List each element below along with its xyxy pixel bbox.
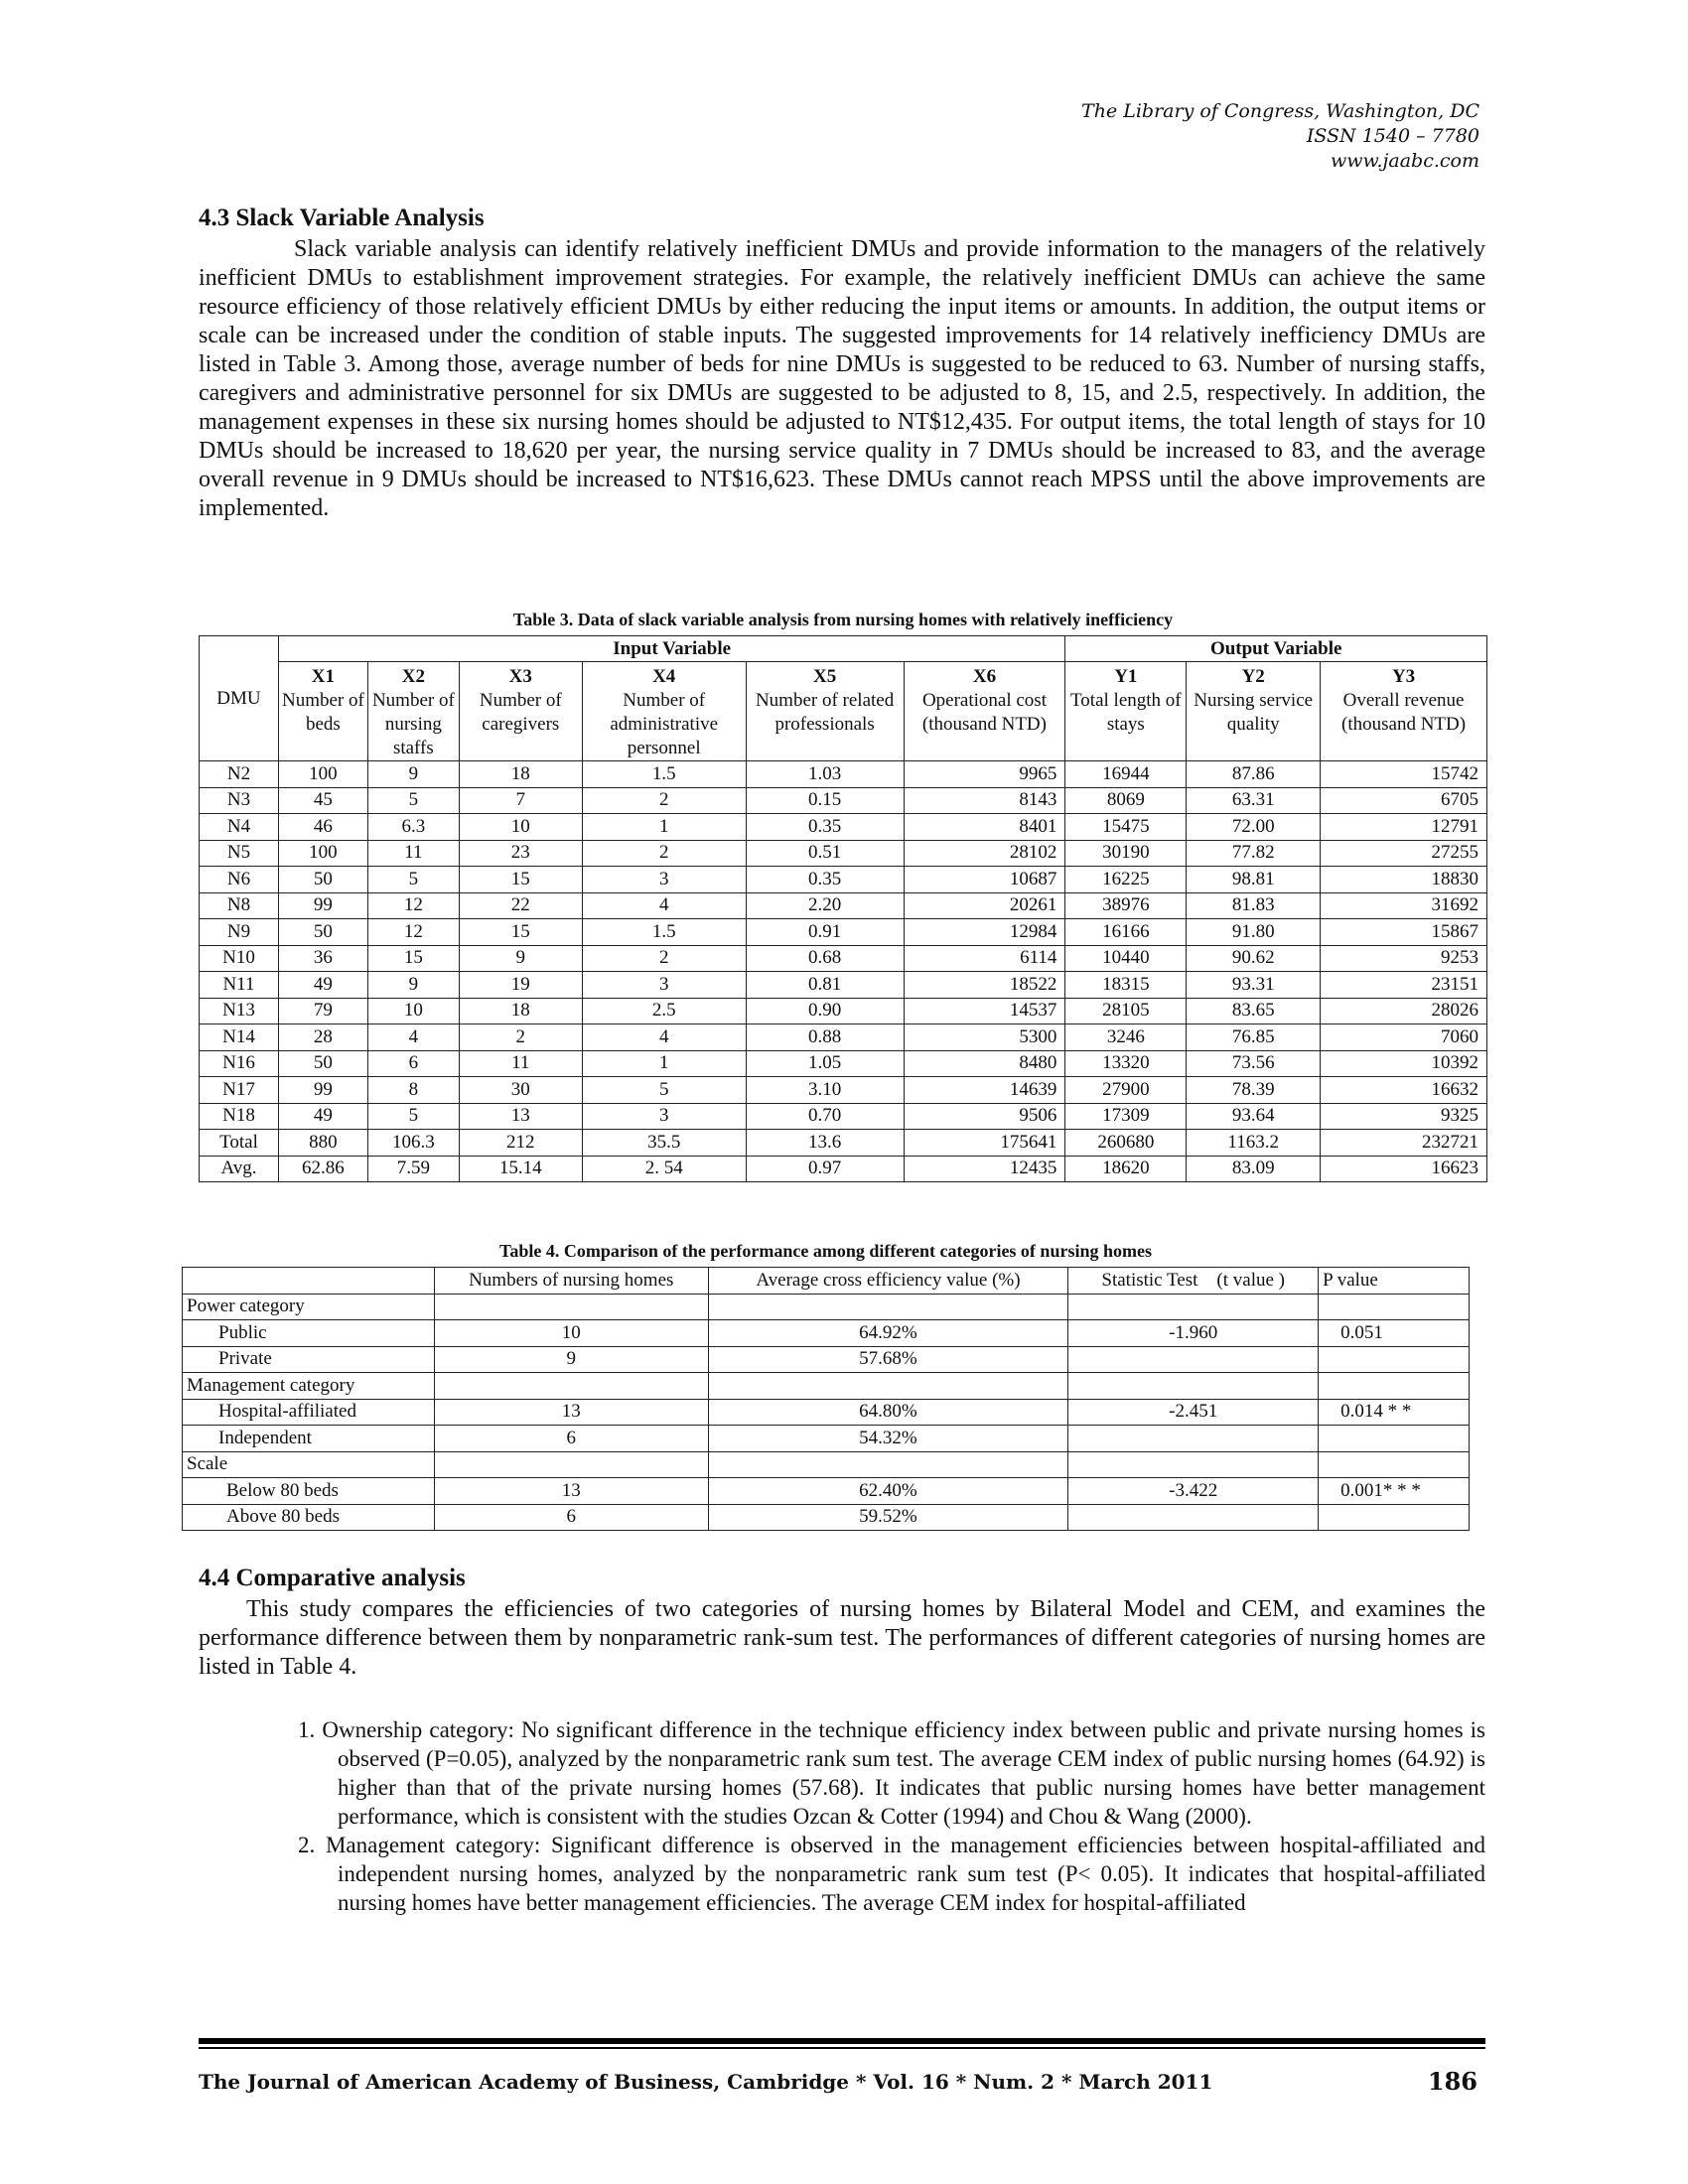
value-cell: 7 bbox=[459, 787, 582, 814]
table-4-header-cell bbox=[183, 1268, 435, 1295]
value-cell: 19 bbox=[459, 972, 582, 999]
value-cell: 15742 bbox=[1321, 761, 1487, 788]
table-3 bbox=[199, 635, 1487, 1182]
column-code: Y1 bbox=[1114, 666, 1138, 687]
table-4-header-cell: Average cross efficiency value (%) bbox=[708, 1268, 1068, 1295]
value-cell: 13320 bbox=[1065, 1050, 1187, 1077]
column-description: Total length of stays bbox=[1070, 690, 1182, 735]
value-cell: 1 bbox=[582, 1050, 746, 1077]
value-cell: 106.3 bbox=[367, 1130, 459, 1157]
value-cell: 18620 bbox=[1065, 1156, 1187, 1182]
table-4-caption: Table 4. Comparison of the performance among different categories of nursing homes bbox=[499, 1241, 1152, 1261]
value-cell: 18830 bbox=[1321, 867, 1487, 893]
section-4-4-paragraph: This study compares the efficiencies of two categories of nursing homes by Bilateral Model and CEM, and examines the performance difference between them by nonparametric rank-sum test. The performances of different categories of nursing homes are listed in Table 4. bbox=[199, 1596, 1485, 1680]
column-code: X4 bbox=[652, 666, 676, 687]
value-cell: -1.960 bbox=[1068, 1320, 1319, 1347]
value-cell: 1163.2 bbox=[1187, 1130, 1321, 1157]
value-cell: 83.65 bbox=[1187, 998, 1321, 1024]
value-cell: 7.59 bbox=[367, 1156, 459, 1182]
table-row bbox=[183, 1399, 1470, 1426]
table-row bbox=[183, 1478, 1470, 1505]
value-cell: 50 bbox=[278, 1050, 367, 1077]
section-heading-4-4: 4.4 Comparative analysis bbox=[199, 1565, 466, 1591]
value-cell bbox=[1319, 1504, 1470, 1531]
value-cell: 16623 bbox=[1321, 1156, 1487, 1182]
table-row bbox=[200, 814, 1487, 841]
value-cell: 72.00 bbox=[1187, 814, 1321, 841]
value-cell: 90.62 bbox=[1187, 945, 1321, 972]
value-cell: 59.52% bbox=[708, 1504, 1068, 1531]
value-cell: 9965 bbox=[904, 761, 1065, 788]
dmu-header: DMU bbox=[200, 636, 279, 761]
value-cell bbox=[1068, 1426, 1319, 1452]
value-cell: 99 bbox=[278, 892, 367, 919]
value-cell: 13.6 bbox=[746, 1130, 904, 1157]
value-cell: 73.56 bbox=[1187, 1050, 1321, 1077]
value-cell: 232721 bbox=[1321, 1130, 1487, 1157]
value-cell: -2.451 bbox=[1068, 1399, 1319, 1426]
value-cell: 5 bbox=[367, 1103, 459, 1130]
value-cell: 49 bbox=[278, 972, 367, 999]
value-cell: 17309 bbox=[1065, 1103, 1187, 1130]
value-cell: 5 bbox=[367, 867, 459, 893]
value-cell: 0.88 bbox=[746, 1024, 904, 1051]
value-cell: 1.03 bbox=[746, 761, 904, 788]
value-cell: 16944 bbox=[1065, 761, 1187, 788]
value-cell: 0.70 bbox=[746, 1103, 904, 1130]
table-row bbox=[200, 867, 1487, 893]
value-cell: 63.31 bbox=[1187, 787, 1321, 814]
value-cell: 5 bbox=[582, 1077, 746, 1104]
value-cell: 62.86 bbox=[278, 1156, 367, 1182]
table-row bbox=[200, 945, 1487, 972]
header-line-2: ISSN 1540 – 7780 bbox=[1306, 125, 1479, 147]
footer-rule-thick bbox=[199, 2038, 1485, 2044]
dmu-cell: N13 bbox=[200, 998, 279, 1024]
value-cell: 1.05 bbox=[746, 1050, 904, 1077]
value-cell bbox=[1319, 1294, 1470, 1320]
column-header-x2 bbox=[367, 662, 459, 761]
value-cell: 2.5 bbox=[582, 998, 746, 1024]
value-cell: 10392 bbox=[1321, 1050, 1487, 1077]
value-cell: -3.422 bbox=[1068, 1478, 1319, 1505]
category-label-cell: Power category bbox=[183, 1294, 435, 1320]
dmu-cell: N17 bbox=[200, 1077, 279, 1104]
value-cell: 16225 bbox=[1065, 867, 1187, 893]
value-cell bbox=[708, 1451, 1068, 1478]
value-cell: 12 bbox=[367, 892, 459, 919]
value-cell: 8143 bbox=[904, 787, 1065, 814]
column-code: X3 bbox=[508, 666, 532, 687]
value-cell: 11 bbox=[367, 840, 459, 867]
value-cell: 30190 bbox=[1065, 840, 1187, 867]
dmu-cell: N10 bbox=[200, 945, 279, 972]
table-row bbox=[183, 1294, 1470, 1320]
table-row bbox=[200, 919, 1487, 946]
value-cell: 880 bbox=[278, 1130, 367, 1157]
value-cell: 3 bbox=[582, 1103, 746, 1130]
dmu-cell: N9 bbox=[200, 919, 279, 946]
value-cell: 6 bbox=[367, 1050, 459, 1077]
value-cell: 27900 bbox=[1065, 1077, 1187, 1104]
column-description: Number of beds bbox=[281, 690, 364, 735]
value-cell: 2 bbox=[459, 1024, 582, 1051]
value-cell: 28105 bbox=[1065, 998, 1187, 1024]
category-label-cell: Hospital-affiliated bbox=[183, 1399, 435, 1426]
value-cell: 3 bbox=[582, 867, 746, 893]
value-cell: 0.97 bbox=[746, 1156, 904, 1182]
column-description: Operational cost (thousand NTD) bbox=[921, 690, 1047, 735]
value-cell: 64.92% bbox=[708, 1320, 1068, 1347]
value-cell: 49 bbox=[278, 1103, 367, 1130]
value-cell: 0.014 * * bbox=[1319, 1399, 1470, 1426]
column-description: Number of administrative personnel bbox=[610, 690, 719, 758]
value-cell bbox=[1319, 1426, 1470, 1452]
value-cell: 2. 54 bbox=[582, 1156, 746, 1182]
table-row bbox=[183, 1426, 1470, 1452]
value-cell: 18 bbox=[459, 761, 582, 788]
value-cell bbox=[434, 1373, 708, 1400]
value-cell: 8480 bbox=[904, 1050, 1065, 1077]
value-cell: 30 bbox=[459, 1077, 582, 1104]
value-cell: 9253 bbox=[1321, 945, 1487, 972]
value-cell: 38976 bbox=[1065, 892, 1187, 919]
dmu-cell: Total bbox=[200, 1130, 279, 1157]
value-cell bbox=[1068, 1451, 1319, 1478]
value-cell: 0.051 bbox=[1319, 1320, 1470, 1347]
value-cell: 0.68 bbox=[746, 945, 904, 972]
value-cell: 87.86 bbox=[1187, 761, 1321, 788]
category-label-cell: Scale bbox=[183, 1451, 435, 1478]
value-cell: 77.82 bbox=[1187, 840, 1321, 867]
value-cell: 50 bbox=[278, 919, 367, 946]
value-cell: 0.91 bbox=[746, 919, 904, 946]
value-cell bbox=[1319, 1451, 1470, 1478]
value-cell: 15 bbox=[459, 867, 582, 893]
column-description: Number of related professionals bbox=[755, 690, 895, 735]
value-cell: 10 bbox=[434, 1320, 708, 1347]
value-cell: 4 bbox=[367, 1024, 459, 1051]
value-cell: 16632 bbox=[1321, 1077, 1487, 1104]
value-cell: 9506 bbox=[904, 1103, 1065, 1130]
dmu-cell: N16 bbox=[200, 1050, 279, 1077]
value-cell: 54.32% bbox=[708, 1426, 1068, 1452]
table-4 bbox=[182, 1267, 1470, 1531]
table-4-header-cell: P value bbox=[1319, 1268, 1470, 1295]
table-row bbox=[183, 1504, 1470, 1531]
table-row bbox=[200, 1050, 1487, 1077]
value-cell: 18315 bbox=[1065, 972, 1187, 999]
value-cell: 9 bbox=[459, 945, 582, 972]
value-cell: 5 bbox=[367, 787, 459, 814]
value-cell: 12984 bbox=[904, 919, 1065, 946]
value-cell: 15 bbox=[459, 919, 582, 946]
table-row bbox=[200, 1130, 1487, 1157]
value-cell: 9 bbox=[367, 761, 459, 788]
value-cell bbox=[708, 1373, 1068, 1400]
value-cell: 6705 bbox=[1321, 787, 1487, 814]
value-cell: 3246 bbox=[1065, 1024, 1187, 1051]
value-cell: 1.5 bbox=[582, 761, 746, 788]
category-label-cell: Public bbox=[183, 1320, 435, 1347]
column-description: Overall revenue (thousand NTD) bbox=[1341, 690, 1467, 735]
table-4-header-row bbox=[183, 1268, 1470, 1295]
value-cell: 1.5 bbox=[582, 919, 746, 946]
value-cell: 14537 bbox=[904, 998, 1065, 1024]
value-cell: 260680 bbox=[1065, 1130, 1187, 1157]
table-row bbox=[200, 1077, 1487, 1104]
value-cell: 2 bbox=[582, 840, 746, 867]
value-cell: 91.80 bbox=[1187, 919, 1321, 946]
table-4-header-cell: Numbers of nursing homes bbox=[434, 1268, 708, 1295]
value-cell: 15 bbox=[367, 945, 459, 972]
dmu-cell: N8 bbox=[200, 892, 279, 919]
value-cell bbox=[1319, 1373, 1470, 1400]
page-number: 186 bbox=[1427, 2067, 1477, 2096]
value-cell: 99 bbox=[278, 1077, 367, 1104]
value-cell: 98.81 bbox=[1187, 867, 1321, 893]
category-label-cell: Below 80 beds bbox=[183, 1478, 435, 1505]
value-cell: 45 bbox=[278, 787, 367, 814]
value-cell: 93.64 bbox=[1187, 1103, 1321, 1130]
value-cell: 22 bbox=[459, 892, 582, 919]
value-cell: 15.14 bbox=[459, 1156, 582, 1182]
value-cell: 8 bbox=[367, 1077, 459, 1104]
value-cell: 16166 bbox=[1065, 919, 1187, 946]
value-cell: 35.5 bbox=[582, 1130, 746, 1157]
table-row bbox=[200, 840, 1487, 867]
value-cell bbox=[434, 1294, 708, 1320]
column-header-y1 bbox=[1065, 662, 1187, 761]
dmu-cell: Avg. bbox=[200, 1156, 279, 1182]
value-cell: 13 bbox=[434, 1399, 708, 1426]
table-row bbox=[183, 1320, 1470, 1347]
value-cell: 4 bbox=[582, 892, 746, 919]
value-cell: 46 bbox=[278, 814, 367, 841]
dmu-cell: N5 bbox=[200, 840, 279, 867]
value-cell: 79 bbox=[278, 998, 367, 1024]
table-row bbox=[183, 1451, 1470, 1478]
value-cell: 13 bbox=[459, 1103, 582, 1130]
value-cell: 28026 bbox=[1321, 998, 1487, 1024]
value-cell: 100 bbox=[278, 840, 367, 867]
value-cell: 28102 bbox=[904, 840, 1065, 867]
value-cell: 0.51 bbox=[746, 840, 904, 867]
value-cell: 36 bbox=[278, 945, 367, 972]
section-4-3-paragraph: Slack variable analysis can identify relatively inefficient DMUs and provide information to the managers of the relatively inefficient DMUs to establishment improvement strategies. For example, the relatively inefficient DMUs can achieve the same resource efficiency of those relatively efficient DMUs by either reducing the input items or amounts. In addition, the output items or scale can be increased under the condition of stable inputs. The suggested improvements for 14 relatively inefficiency DMUs are listed in Table 3. Among those, average number of beds for nine DMUs is suggested to be reduced to 63. Number of nursing staffs, caregivers and administrative personnel for six DMUs are suggested to be adjusted to 8, 15, and 2.5, respectively. In addition, the management expenses in these six nursing homes should be adjusted to NT$12,435. For output items, the total length of stays for 10 DMUs should be increased to 18,620 per year, the nursing service quality in 7 DMUs should be increased to 83, and the average overall revenue in 9 DMUs should be increased to NT$16,623. These DMUs cannot reach MPSS until the above improvements are implemented. bbox=[199, 236, 1485, 521]
column-header-x3 bbox=[459, 662, 582, 761]
value-cell: 7060 bbox=[1321, 1024, 1487, 1051]
dmu-cell: N3 bbox=[200, 787, 279, 814]
value-cell: 0.90 bbox=[746, 998, 904, 1024]
table-row bbox=[200, 1103, 1487, 1130]
column-header-y3 bbox=[1321, 662, 1487, 761]
column-code: X1 bbox=[311, 666, 336, 687]
dmu-cell: N18 bbox=[200, 1103, 279, 1130]
table-4-header-cell: Statistic Test (t value ) bbox=[1068, 1268, 1319, 1295]
value-cell: 83.09 bbox=[1187, 1156, 1321, 1182]
value-cell bbox=[1319, 1346, 1470, 1373]
column-code: Y2 bbox=[1241, 666, 1265, 687]
category-label-cell: Management category bbox=[183, 1373, 435, 1400]
column-code: X5 bbox=[812, 666, 837, 687]
running-header bbox=[1081, 99, 1479, 174]
column-code: X6 bbox=[972, 666, 997, 687]
table-row bbox=[200, 1024, 1487, 1051]
table-row bbox=[200, 787, 1487, 814]
value-cell: 13 bbox=[434, 1478, 708, 1505]
value-cell: 78.39 bbox=[1187, 1077, 1321, 1104]
table-row bbox=[183, 1373, 1470, 1400]
value-cell bbox=[1068, 1373, 1319, 1400]
findings-list bbox=[298, 1715, 1485, 1917]
value-cell: 2 bbox=[582, 787, 746, 814]
value-cell: 50 bbox=[278, 867, 367, 893]
table-row bbox=[200, 892, 1487, 919]
column-header-x4 bbox=[582, 662, 746, 761]
list-item: 2. Management category: Significant difference is observed in the management efficiencies between hospital-affiliated and independent nursing homes, analyzed by the nonparametric rank sum test (P< 0.05). It indicates that hospital-affiliated nursing homes have better management efficiencies. The average CEM index for hospital-affiliated bbox=[298, 1833, 1485, 1915]
dmu-cell: N6 bbox=[200, 867, 279, 893]
category-label-cell: Independent bbox=[183, 1426, 435, 1452]
value-cell: 9325 bbox=[1321, 1103, 1487, 1130]
column-description: Nursing service quality bbox=[1194, 690, 1314, 735]
section-heading-4-3: 4.3 Slack Variable Analysis bbox=[199, 205, 485, 231]
value-cell: 14639 bbox=[904, 1077, 1065, 1104]
value-cell: 5300 bbox=[904, 1024, 1065, 1051]
column-code: Y3 bbox=[1391, 666, 1416, 687]
table-row bbox=[200, 972, 1487, 999]
value-cell: 10440 bbox=[1065, 945, 1187, 972]
value-cell: 9 bbox=[367, 972, 459, 999]
column-header-x1 bbox=[278, 662, 367, 761]
value-cell: 6 bbox=[434, 1504, 708, 1531]
category-label-cell: Above 80 beds bbox=[183, 1504, 435, 1531]
value-cell: 100 bbox=[278, 761, 367, 788]
table-row bbox=[200, 761, 1487, 788]
value-cell: 57.68% bbox=[708, 1346, 1068, 1373]
value-cell: 3 bbox=[582, 972, 746, 999]
value-cell bbox=[708, 1294, 1068, 1320]
column-description: Number of caregivers bbox=[479, 690, 562, 735]
value-cell: 76.85 bbox=[1187, 1024, 1321, 1051]
footer-rule-thin bbox=[199, 2047, 1485, 2049]
value-cell: 93.31 bbox=[1187, 972, 1321, 999]
value-cell: 0.81 bbox=[746, 972, 904, 999]
value-cell: 23 bbox=[459, 840, 582, 867]
value-cell: 0.001* * * bbox=[1319, 1478, 1470, 1505]
list-item: 1. Ownership category: No significant difference in the technique efficiency index between public and private nursing homes is observed (P=0.05), analyzed by the nonparametric rank sum test. The average CEM index of public nursing homes (64.92) is higher than that of the private nursing homes (57.68). It indicates that public nursing homes have better management performance, which is consistent with the studies Ozcan & Cotter (1994) and Chou & Wang (2000). bbox=[298, 1717, 1485, 1829]
value-cell: 11 bbox=[459, 1050, 582, 1077]
table-3-caption: Table 3. Data of slack variable analysis from nursing homes with relatively inefficiency bbox=[512, 610, 1174, 629]
header-line-1: The Library of Congress, Washington, DC bbox=[1081, 100, 1479, 122]
journal-footer: The Journal of American Academy of Business, Cambridge * Vol. 16 * Num. 2 * March 2011 bbox=[199, 2070, 1213, 2094]
value-cell: 12791 bbox=[1321, 814, 1487, 841]
value-cell: 12 bbox=[367, 919, 459, 946]
value-cell: 12435 bbox=[904, 1156, 1065, 1182]
output-variable-header: Output Variable bbox=[1065, 636, 1487, 662]
value-cell: 2 bbox=[582, 945, 746, 972]
column-header-x5 bbox=[746, 662, 904, 761]
value-cell: 9 bbox=[434, 1346, 708, 1373]
column-code: X2 bbox=[401, 666, 425, 687]
value-cell: 0.35 bbox=[746, 814, 904, 841]
table-row bbox=[183, 1346, 1470, 1373]
value-cell: 18522 bbox=[904, 972, 1065, 999]
table-row bbox=[200, 1156, 1487, 1182]
table-row bbox=[200, 998, 1487, 1024]
value-cell: 15867 bbox=[1321, 919, 1487, 946]
value-cell: 1 bbox=[582, 814, 746, 841]
value-cell: 31692 bbox=[1321, 892, 1487, 919]
value-cell: 6114 bbox=[904, 945, 1065, 972]
value-cell: 81.83 bbox=[1187, 892, 1321, 919]
value-cell: 6 bbox=[434, 1426, 708, 1452]
value-cell: 10687 bbox=[904, 867, 1065, 893]
value-cell: 4 bbox=[582, 1024, 746, 1051]
value-cell bbox=[1068, 1504, 1319, 1531]
column-header-y2 bbox=[1187, 662, 1321, 761]
value-cell: 10 bbox=[367, 998, 459, 1024]
dmu-cell: N4 bbox=[200, 814, 279, 841]
value-cell: 20261 bbox=[904, 892, 1065, 919]
dmu-cell: N14 bbox=[200, 1024, 279, 1051]
column-description: Number of nursing staffs bbox=[371, 690, 455, 758]
value-cell bbox=[434, 1451, 708, 1478]
value-cell: 15475 bbox=[1065, 814, 1187, 841]
value-cell: 175641 bbox=[904, 1130, 1065, 1157]
value-cell: 0.15 bbox=[746, 787, 904, 814]
value-cell: 62.40% bbox=[708, 1478, 1068, 1505]
value-cell: 10 bbox=[459, 814, 582, 841]
value-cell bbox=[1068, 1294, 1319, 1320]
dmu-cell: N2 bbox=[200, 761, 279, 788]
column-header-x6 bbox=[904, 662, 1065, 761]
value-cell: 8401 bbox=[904, 814, 1065, 841]
value-cell: 8069 bbox=[1065, 787, 1187, 814]
value-cell: 2.20 bbox=[746, 892, 904, 919]
value-cell: 64.80% bbox=[708, 1399, 1068, 1426]
dmu-cell: N11 bbox=[200, 972, 279, 999]
value-cell: 18 bbox=[459, 998, 582, 1024]
category-label-cell: Private bbox=[183, 1346, 435, 1373]
header-line-3: www.jaabc.com bbox=[1330, 150, 1479, 172]
value-cell: 0.35 bbox=[746, 867, 904, 893]
value-cell: 212 bbox=[459, 1130, 582, 1157]
value-cell bbox=[1068, 1346, 1319, 1373]
value-cell: 23151 bbox=[1321, 972, 1487, 999]
value-cell: 6.3 bbox=[367, 814, 459, 841]
value-cell: 28 bbox=[278, 1024, 367, 1051]
value-cell: 3.10 bbox=[746, 1077, 904, 1104]
input-variable-header: Input Variable bbox=[278, 636, 1064, 662]
value-cell: 27255 bbox=[1321, 840, 1487, 867]
